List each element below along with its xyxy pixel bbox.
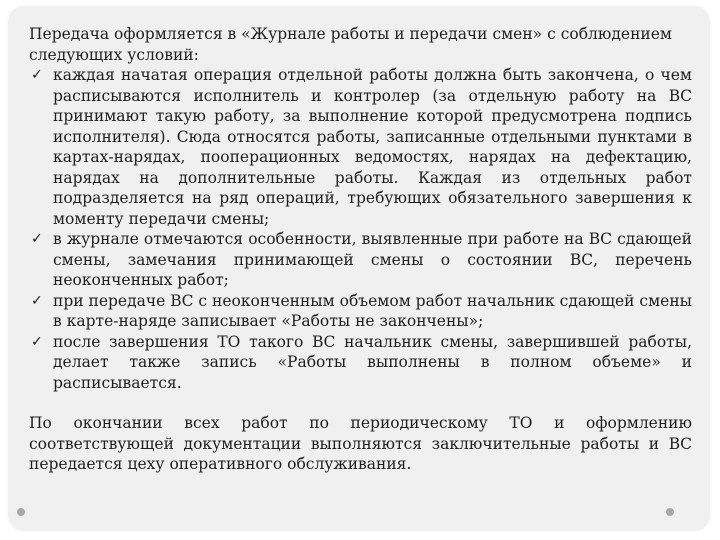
checklist-item [29,229,692,291]
checkmark-icon: ✓ [31,231,43,247]
checklist-item [29,291,692,332]
checklist-item-text: каждая начатая операция отдельной работы должна быть закончена, о чем расписываются исполнитель и контролер (за отдельную работу на ВС принимают такую работу, за выполнение которой предусмотрена подпись исполнителя). Сюда относятся работы, записанные отдельными пунктами в картах-нарядах, пооперационных ведомостях, нарядах на дефектацию, нарядах на дополнительные работы. Каждая из отдельных работ подразделяется на ряд операций, требующих обязательного завершения к моменту передачи смены; [53,66,692,228]
intro-paragraph: Передача оформляется в «Журнале работы и передачи смен» с соблюдением следующих условий: [29,25,672,64]
checklist-item [29,332,692,394]
decorative-dot-left [17,508,25,516]
checklist-item-text: после завершения ТО такого ВС начальник смены, завершившей работы, делает также запись «Работы выполнены в полном объеме» и расписывается. [53,332,692,392]
decorative-dot-right [666,508,674,516]
checklist-item-text: в журнале отмечаются особенности, выявленные при работе на ВС сдающей смены, замечания принимающей смены о состоянии ВС, перечень неоконченных работ; [53,230,692,289]
conditions-checklist [29,65,692,393]
checklist-item [29,65,692,229]
closing-paragraph: По окончании всех работ по периодическому ТО и оформлению соответствующей документации выполняются заключительные работы и ВС передается цеху оперативного обслуживания. [29,414,692,473]
checkmark-icon: ✓ [31,333,43,350]
slide-content [29,24,692,475]
checkmark-icon: ✓ [31,292,43,309]
checklist-item-text: при передаче ВС с неоконченным объемом работ начальник сдающей смены в карте-наряде записывает «Работы не закончены»; [53,291,693,330]
checkmark-icon: ✓ [31,67,43,83]
